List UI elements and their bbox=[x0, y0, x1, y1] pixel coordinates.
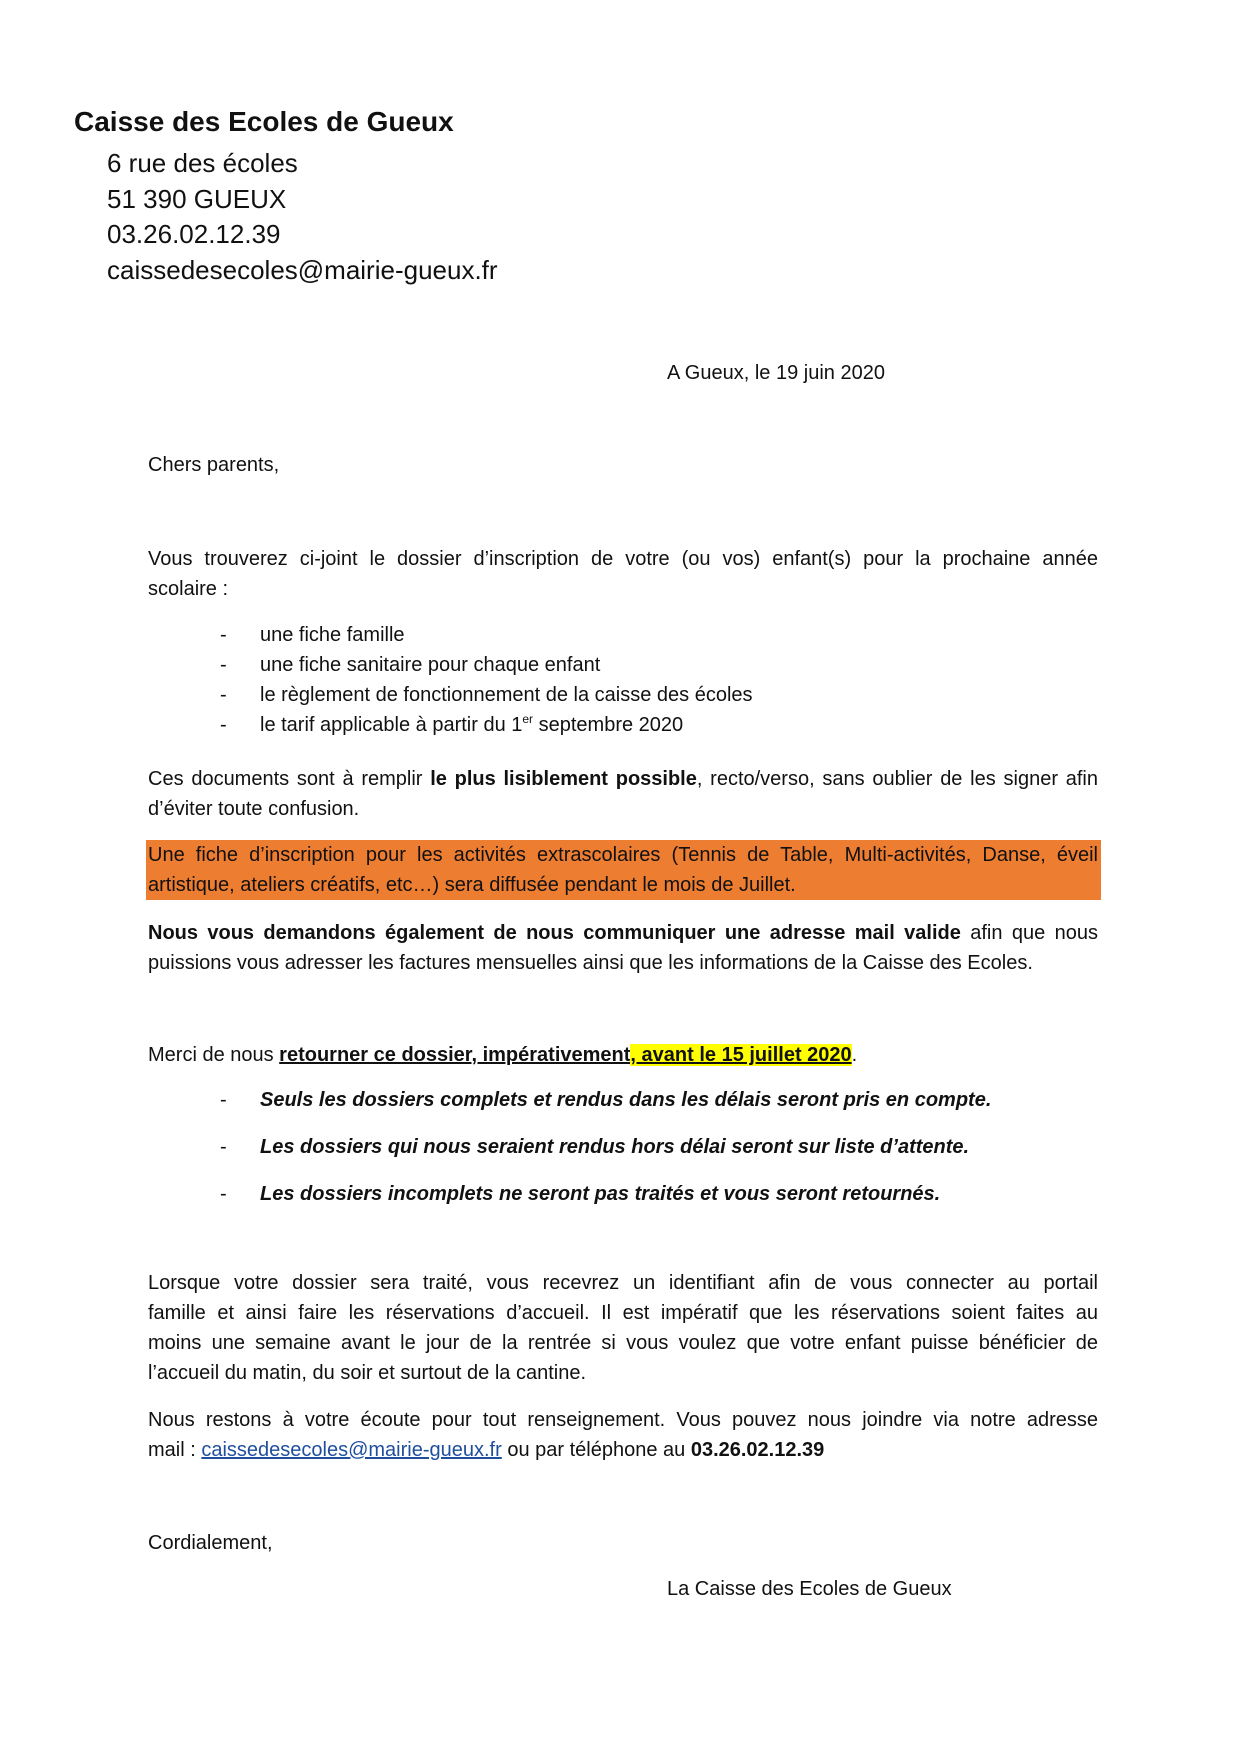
list-bullet: - bbox=[220, 684, 227, 706]
list-item-text: une fiche sanitaire pour chaque enfant bbox=[260, 654, 601, 676]
documents-list bbox=[0, 620, 1240, 740]
portal-info-line-2: famille et ainsi faire les réservations d’accueil. Il est impératif que les réservations soient faites au bbox=[148, 1302, 1098, 1324]
address-city: 51 390 GUEUX bbox=[107, 184, 287, 214]
list-item-text: le tarif applicable à partir du 1er septembre 2020 bbox=[260, 712, 684, 736]
organization-name: Caisse des Ecoles de Gueux bbox=[74, 106, 454, 137]
list-bullet: - bbox=[220, 654, 227, 676]
list-bullet: - bbox=[220, 1183, 227, 1205]
email-request-line-1: Nous vous demandons également de nous communiquer une adresse mail valide afin que nous bbox=[148, 922, 1098, 944]
address-street: 6 rue des écoles bbox=[107, 148, 298, 178]
list-bullet: - bbox=[220, 1089, 227, 1111]
list-item-text: une fiche famille bbox=[260, 624, 405, 646]
fill-instructions-line-1: Ces documents sont à remplir le plus lisiblement possible, recto/verso, sans oublier de les signer afin bbox=[148, 768, 1098, 790]
contact-line-1: Nous restons à votre écoute pour tout renseignement. Vous pouvez nous joindre via notre adresse bbox=[148, 1409, 1098, 1431]
rules-list bbox=[0, 1085, 1240, 1215]
activities-notice-line-2: artistique, ateliers créatifs, etc…) sera diffusée pendant le mois de Juillet. bbox=[148, 874, 796, 896]
contact-email-link[interactable]: caissedesecoles@mairie-gueux.fr bbox=[201, 1439, 502, 1461]
list-bullet: - bbox=[220, 1136, 227, 1158]
header-phone: 03.26.02.12.39 bbox=[107, 219, 281, 249]
salutation: Chers parents, bbox=[148, 454, 280, 476]
closing: Cordialement, bbox=[148, 1532, 273, 1554]
activities-notice-line-1: Une fiche d’inscription pour les activités extrascolaires (Tennis de Table, Multi-activités, Danse, éveil bbox=[148, 844, 1098, 866]
intro-line-2: scolaire : bbox=[148, 578, 229, 600]
list-item-text: le règlement de fonctionnement de la caisse des écoles bbox=[260, 684, 753, 706]
fill-instructions-line-2: d’éviter toute confusion. bbox=[148, 798, 360, 820]
intro-line-1: Vous trouverez ci-joint le dossier d’inscription de votre (ou vos) enfant(s) pour la prochaine année bbox=[148, 548, 1098, 570]
email-request-line-2: puissions vous adresser les factures mensuelles ainsi que les informations de la Caisse des Ecoles. bbox=[148, 952, 1033, 974]
rule-text: Les dossiers qui nous seraient rendus hors délai seront sur liste d’attente. bbox=[260, 1136, 970, 1158]
date-line: A Gueux, le 19 juin 2020 bbox=[667, 362, 885, 384]
portal-info-line-4: l’accueil du matin, du soir et surtout de la cantine. bbox=[148, 1362, 587, 1384]
signature: La Caisse des Ecoles de Gueux bbox=[667, 1578, 952, 1600]
contact-phone: 03.26.02.12.39 bbox=[690, 1439, 825, 1461]
portal-info-line-3: moins une semaine avant le jour de la rentrée si vous voulez que votre enfant puisse bénéficier de bbox=[148, 1332, 1098, 1354]
list-bullet: - bbox=[220, 624, 227, 646]
contact-line-2: mail : caissedesecoles@mairie-gueux.fr ou par téléphone au 03.26.02.12.39 bbox=[148, 1439, 825, 1461]
return-notice: Merci de nous retourner ce dossier, impérativement, avant le 15 juillet 2020. bbox=[148, 1044, 858, 1066]
rule-text: Seuls les dossiers complets et rendus dans les délais seront pris en compte. bbox=[260, 1089, 992, 1111]
list-bullet: - bbox=[220, 714, 227, 736]
rule-text: Les dossiers incomplets ne seront pas traités et vous seront retournés. bbox=[260, 1183, 941, 1205]
portal-info-line-1: Lorsque votre dossier sera traité, vous recevrez un identifiant afin de vous connecter au portail bbox=[148, 1272, 1098, 1294]
header-email: caissedesecoles@mairie-gueux.fr bbox=[107, 255, 498, 285]
